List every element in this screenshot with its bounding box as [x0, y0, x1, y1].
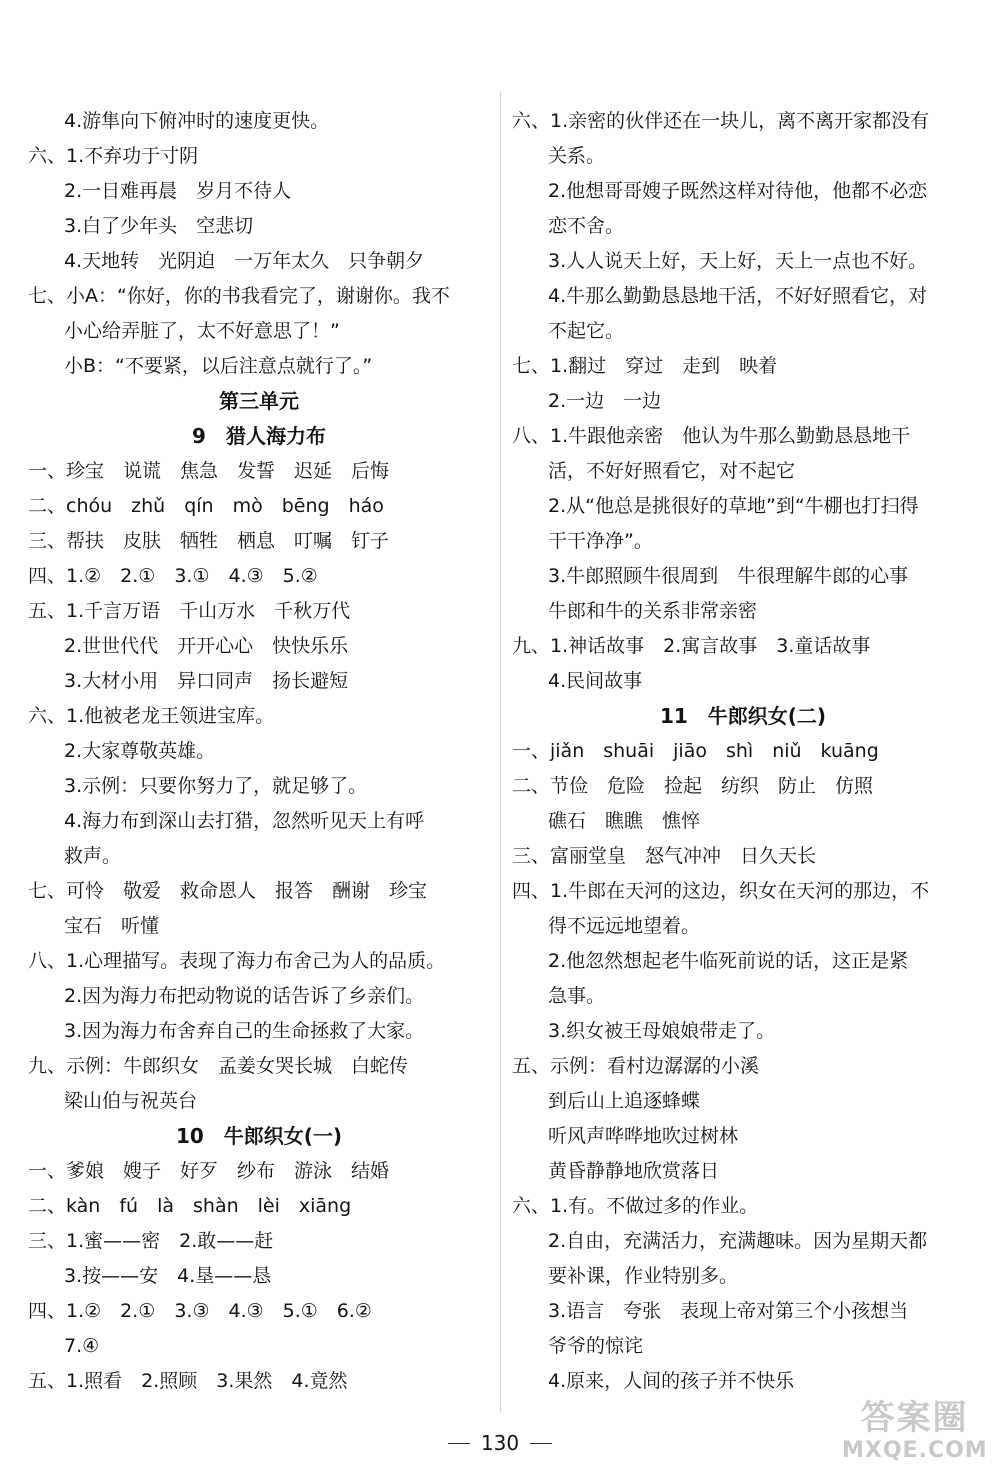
answer-line: 七、小A：“你好，你的书我看完了，谢谢你。我不 — [28, 285, 450, 307]
answer-line: 3.示例：只要你努力了，就足够了。 — [64, 775, 368, 797]
answer-line: 4.天地转 光阴迫 一万年太久 只争朝夕 — [64, 250, 425, 272]
answer-line: 2.他想哥哥嫂子既然这样对待他，他都不必恋 — [548, 180, 928, 202]
answer-line: 九、示例：牛郎织女 孟姜女哭长城 白蛇传 — [28, 1055, 409, 1077]
answer-line: 4.牛那么勤勤恳恳地干活，不好好照看它，对 — [548, 285, 928, 307]
answer-line: 小心给弄脏了，太不好意思了！” — [64, 320, 340, 342]
answer-line: 2.一边 一边 — [548, 390, 662, 412]
answer-line: 六、1.不弃功于寸阴 — [28, 145, 199, 167]
answer-line: 七、1.翻过 穿过 走到 映着 — [512, 355, 778, 377]
answer-line: 一、珍宝 说谎 焦急 发誓 迟延 后悔 — [28, 460, 390, 482]
right-column — [512, 104, 974, 1399]
answer-line: 恋不舍。 — [548, 215, 625, 237]
answer-line: 八、1.心理描写。表现了海力布舍己为人的品质。 — [28, 950, 446, 972]
answer-line: 3.人人说天上好，天上好，天上一点也不好。 — [548, 250, 928, 272]
answer-line: 二、chóu zhǔ qín mò bēng háo — [28, 495, 384, 517]
answer-line: 2.从“他总是挑很好的草地”到“牛棚也打扫得 — [548, 495, 919, 517]
answer-line: 2.世世代代 开开心心 快快乐乐 — [64, 635, 349, 657]
answer-line: 3.大材小用 异口同声 扬长避短 — [64, 670, 349, 692]
answer-line: 一、jiǎn shuāi jiāo shì niǔ kuāng — [512, 740, 879, 762]
answer-line: 关系。 — [548, 145, 606, 167]
answer-line: 梁山伯与祝英台 — [64, 1090, 198, 1112]
answer-line: 听风声哗哗地吹过树林 — [548, 1125, 739, 1147]
answer-line: 四、1.牛郎在天河的这边，织女在天河的那边，不 — [512, 880, 930, 902]
section-heading: 第三单元 — [219, 389, 299, 413]
section-heading: 10 牛郎织女(一) — [175, 1124, 343, 1148]
page-number: 130 — [450, 1428, 550, 1458]
answer-line: 二、kàn fú là shàn lèi xiāng — [28, 1195, 352, 1217]
answer-line: 四、1.② 2.① 3.① 4.③ 5.② — [28, 565, 318, 587]
answer-line: 得不远远地望着。 — [548, 915, 701, 937]
watermark-main: 答案圈 — [860, 1398, 969, 1438]
answer-line: 牛郎和牛的关系非常亲密 — [548, 600, 758, 622]
answer-line: 六、1.亲密的伙伴还在一块儿，离不离开家都没有 — [512, 110, 930, 132]
answer-line: 4.原来，人间的孩子并不快乐 — [548, 1370, 795, 1392]
answer-line: 4.民间故事 — [548, 670, 643, 692]
answer-line: 七、可怜 敬爱 救命恩人 报答 酬谢 珍宝 — [28, 880, 428, 902]
answer-line: 3.牛郎照顾牛很周到 牛很理解牛郎的心事 — [548, 565, 909, 587]
answer-line: 宝石 听懂 — [64, 915, 160, 937]
answer-line: 二、节俭 危险 捡起 纺织 防止 仿照 — [512, 775, 874, 797]
answer-line: 到后山上追逐蜂蝶 — [548, 1090, 701, 1112]
answer-line: 一、爹娘 嫂子 好歹 纱布 游泳 结婚 — [28, 1160, 390, 1182]
answer-line: 2.他忽然想起老牛临死前说的话，这正是紧 — [548, 950, 909, 972]
answer-line: 不起它。 — [548, 320, 625, 342]
left-column — [28, 104, 490, 1399]
answer-line: 2.自由，充满活力，充满趣味。因为星期天都 — [548, 1230, 928, 1252]
answer-line: 活，不好好照看它，对不起它 — [548, 460, 796, 482]
answer-line: 五、1.千言万语 千山万水 千秋万代 — [28, 600, 351, 622]
answer-line: 爷爷的惊诧 — [548, 1335, 644, 1357]
answer-line: 2.因为海力布把动物说的话告诉了乡亲们。 — [64, 985, 425, 1007]
watermark-logo — [842, 1398, 987, 1470]
answer-line: 3.因为海力布舍弃自己的生命拯救了大家。 — [64, 1020, 425, 1042]
watermark-sub: MXQE.COM — [842, 1438, 988, 1463]
answer-line: 4.海力布到深山去打猎，忽然听见天上有呼 — [64, 810, 425, 832]
answer-line: 九、1.神话故事 2.寓言故事 3.童话故事 — [512, 635, 871, 657]
answer-line: 3.织女被王母娘娘带走了。 — [548, 1020, 776, 1042]
answer-line: 干干净净”。 — [548, 530, 653, 552]
answer-line: 黄昏静静地欣赏落日 — [548, 1160, 720, 1182]
answer-line: 小B：“不要紧，以后注意点就行了。” — [64, 355, 373, 377]
answer-line: 要补课，作业特别多。 — [548, 1265, 739, 1287]
answer-line: 三、富丽堂皇 怒气冲冲 日久天长 — [512, 845, 817, 867]
answer-line: 四、1.② 2.① 3.③ 4.③ 5.① 6.② — [28, 1300, 372, 1322]
column-divider — [500, 92, 501, 1412]
answer-line: 五、1.照看 2.照顾 3.果然 4.竟然 — [28, 1370, 348, 1392]
answer-line: 4.游隼向下俯冲时的速度更快。 — [64, 110, 330, 132]
answer-line: 急事。 — [548, 985, 606, 1007]
answer-line: 救声。 — [64, 845, 122, 867]
answer-line: 3.白了少年头 空悲切 — [64, 215, 254, 237]
answer-line: 礁石 瞧瞧 憔悴 — [548, 810, 701, 832]
answer-line: 八、1.牛跟他亲密 他认为牛那么勤勤恳恳地干 — [512, 425, 911, 447]
section-heading: 9 猎人海力布 — [192, 424, 326, 448]
answer-line: 三、帮扶 皮肤 牺牲 栖息 叮嘱 钉子 — [28, 530, 390, 552]
answer-line: 3.语言 夸张 表现上帝对第三个小孩想当 — [548, 1300, 909, 1322]
answer-line: 2.一日难再晨 岁月不待人 — [64, 180, 292, 202]
section-heading: 11 牛郎织女(二) — [659, 704, 827, 728]
answer-line: 六、1.有。不做过多的作业。 — [512, 1195, 759, 1217]
answer-line: 3.按——安 4.垦——恳 — [64, 1265, 272, 1287]
answer-line: 六、1.他被老龙王领进宝库。 — [28, 705, 275, 727]
answer-line: 五、示例：看村边潺潺的小溪 — [512, 1055, 760, 1077]
answer-line: 7.④ — [64, 1335, 100, 1357]
answer-line: 2.大家尊敬英雄。 — [64, 740, 216, 762]
answer-line: 三、1.蜜——密 2.敢——赶 — [28, 1230, 274, 1252]
